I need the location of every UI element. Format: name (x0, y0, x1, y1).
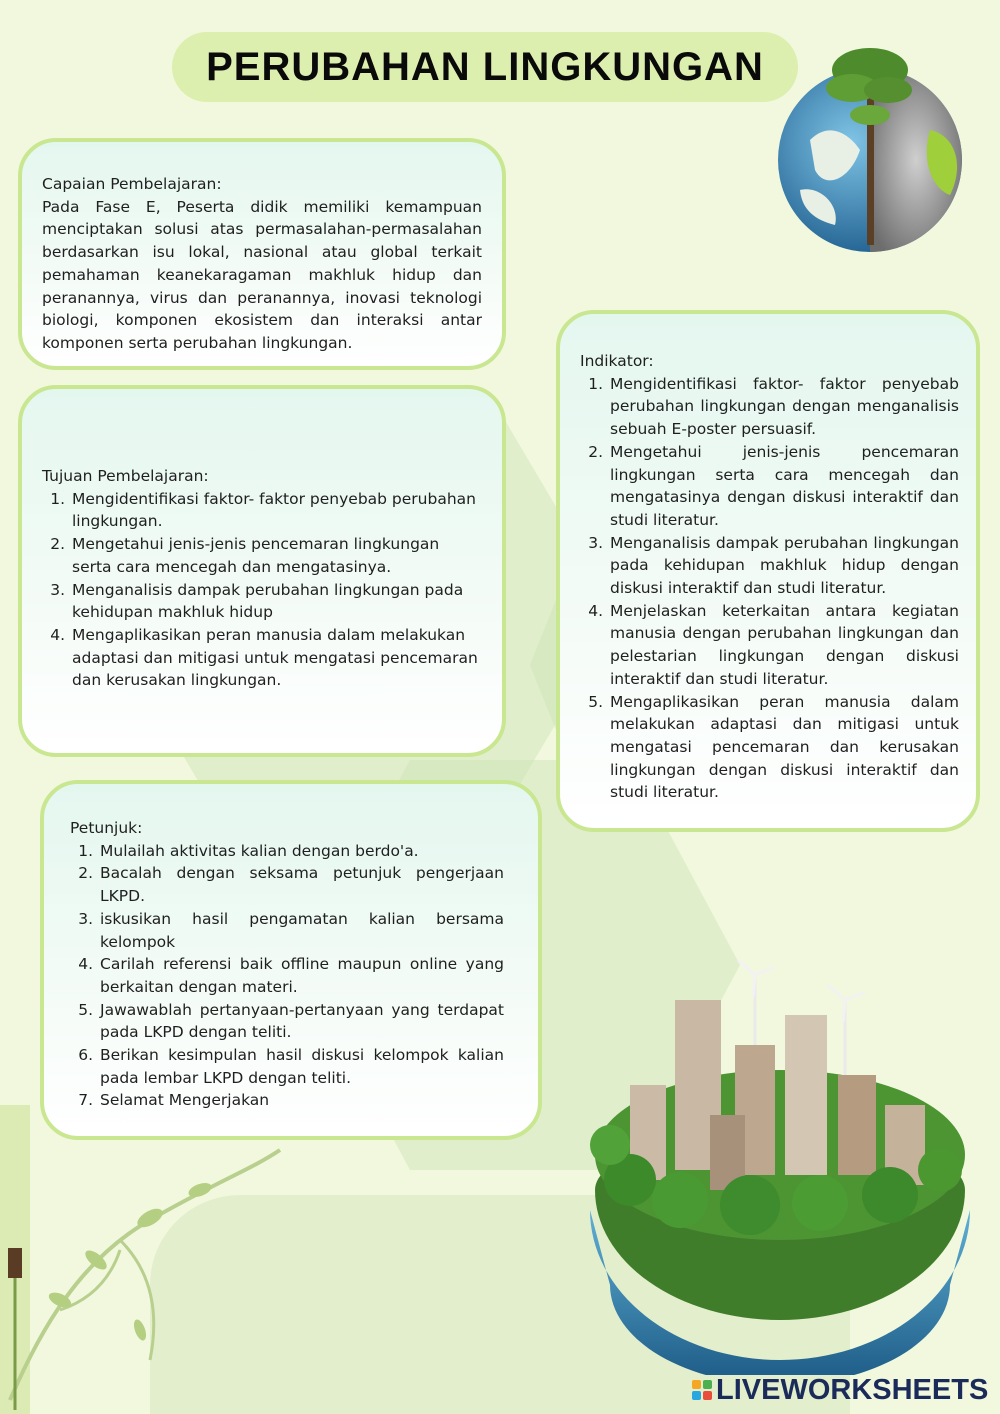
list-item: 5. Jawawablah pertanyaan-pertanyaan yang terdapat pada LKPD dengan teliti. (98, 999, 504, 1044)
petunjuk-card (40, 780, 542, 1140)
capaian-text: Pada Fase E, Peserta didik memiliki kemampuan menciptakan solusi atas permasalahan-permasalahan berdasarkan isu lokal, nasional atau global terkait pemahaman keanekaragaman makhluk hidup dan peranannya, virus dan peranannya, inovasi teknologi biologi, komponen ekosistem dan interaksi antar komponen serta perubahan lingkungan. (42, 197, 482, 352)
capaian-pembelajaran-card (18, 138, 506, 370)
list-item: 3. Menganalisis dampak perubahan lingkungan pada kehidupan makhluk hidup (70, 579, 482, 624)
petunjuk-heading: Petunjuk: (70, 819, 143, 837)
list-item: 4. Mengaplikasikan peran manusia dalam melakukan adaptasi dan mitigasi untuk mengatasi pencemaran dan kerusakan lingkungan. (70, 624, 482, 692)
liveworksheets-logo-icon (692, 1380, 712, 1400)
list-item: 5. Mengaplikasikan peran manusia dalam melakukan adaptasi dan mitigasi untuk mengatasi pencemaran dan kerusakan lingkungan dengan diskusi interaktif dan studi literatur. (608, 691, 959, 805)
list-item: 2. Bacalah dengan seksama petunjuk pengerjaan LKPD. (98, 862, 504, 907)
earth-tree-globe-illustration (770, 40, 980, 255)
tujuan-heading: Tujuan Pembelajaran: (42, 467, 209, 485)
indikator-card (556, 310, 980, 832)
capaian-heading: Capaian Pembelajaran: (42, 175, 222, 193)
brand-name: LIVEWORKSHEETS (716, 1373, 989, 1406)
indikator-heading: Indikator: (580, 352, 654, 370)
list-item: 1. Mengidentifikasi faktor- faktor penyebab perubahan lingkungan. (70, 488, 482, 533)
list-item: 6. Berikan kesimpulan hasil diskusi kelompok kalian pada lembar LKPD dengan teliti. (98, 1044, 504, 1089)
vine-decoration (0, 1130, 290, 1414)
indikator-list (580, 373, 959, 804)
list-item: 4. Menjelaskan keterkaitan antara kegiatan manusia dengan perubahan lingkungan dan pelestarian lingkungan dengan diskusi interaktif dan studi literatur. (608, 600, 959, 691)
list-item: 4. Carilah referensi baik offline maupun online yang berkaitan dengan materi. (98, 953, 504, 998)
list-item: 1. Mengidentifikasi faktor- faktor penyebab perubahan lingkungan dengan menganalisis sebuah E-poster persuasif. (608, 373, 959, 441)
tujuan-pembelajaran-card (18, 385, 506, 757)
list-item: 3. iskusikan hasil pengamatan kalian bersama kelompok (98, 908, 504, 953)
petunjuk-list (70, 840, 504, 1112)
list-item: 1. Mulailah aktivitas kalian dengan berdo'a. (98, 840, 504, 863)
title-banner (172, 32, 798, 102)
list-item: 7. Selamat Mengerjakan (98, 1089, 504, 1112)
list-item: 2. Mengetahui jenis-jenis pencemaran lingkungan serta cara mencegah dan mengatasinya. (70, 533, 482, 578)
list-item: 3. Menganalisis dampak perubahan lingkungan pada kehidupan makhluk hidup dengan diskusi interaktif dan studi literatur. (608, 532, 959, 600)
tujuan-list (42, 488, 482, 692)
liveworksheets-brand (692, 1374, 988, 1406)
list-item: 2. Mengetahui jenis-jenis pencemaran lingkungan serta cara mencegah dan mengatasinya dengan diskusi interaktif dan studi literatur. (608, 441, 959, 532)
page-title: PERUBAHAN LINGKUNGAN (206, 44, 764, 89)
green-city-globe-illustration (570, 955, 990, 1375)
